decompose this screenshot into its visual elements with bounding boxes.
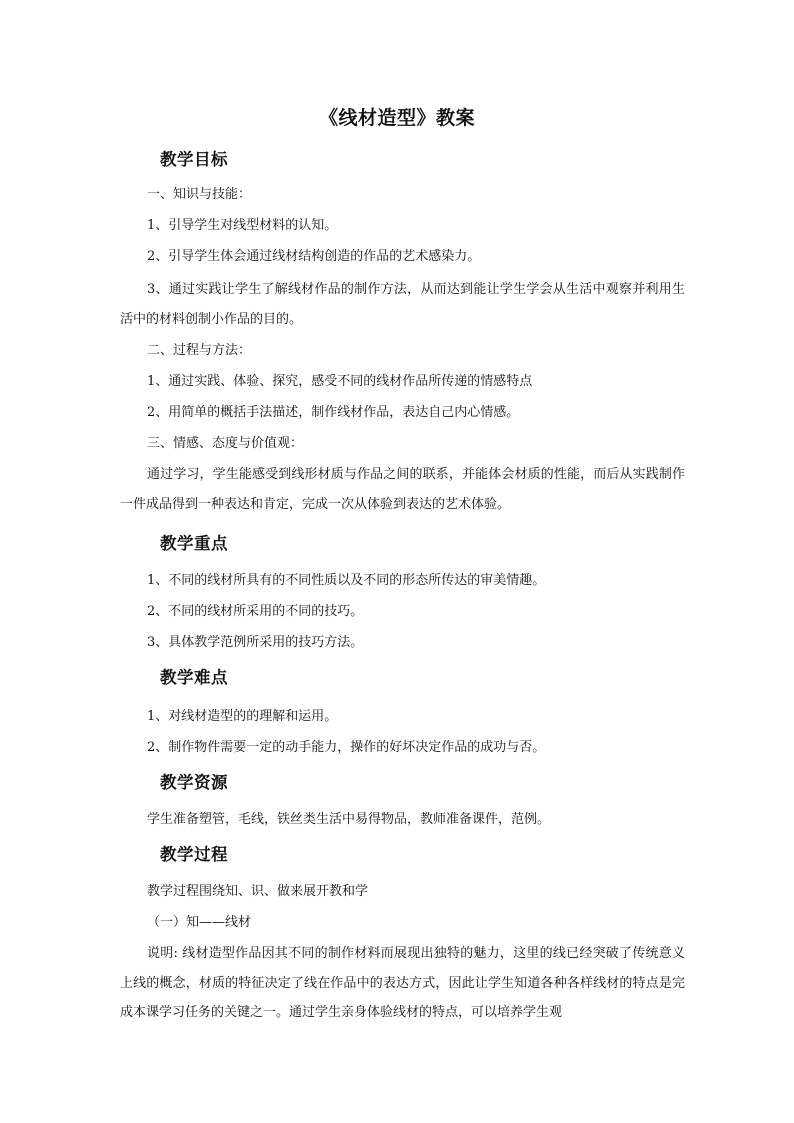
document-title: 《线材造型》教案 <box>318 107 475 129</box>
paragraph: 3、具体教学范例所采用的技巧方法。 <box>147 635 364 650</box>
paragraph: （一）知——线材 <box>147 915 252 930</box>
paragraph: 3、通过实践让学生了解线材作品的制作方法，从而达到能让学生学会从生活中观察并利用生活中的材料创制小作品的目的。 <box>120 282 685 327</box>
paragraph: 2、不同的线材所采用的不同的技巧。 <box>147 604 364 619</box>
paragraph: 1、引导学生对线型材料的认知。 <box>147 218 338 233</box>
paragraph: 1、通过实践、体验、探究，感受不同的线材作品所传递的情感特点 <box>147 374 533 389</box>
section-heading-objectives: 教学目标 <box>160 150 228 169</box>
paragraph: 二、过程与方法： <box>147 343 252 358</box>
paragraph: 三、情感、态度与价值观： <box>147 436 304 451</box>
paragraph: 通过学习，学生能感受到线形材质与作品之间的联系，并能体会材质的性能，而后从实践制作一件成品得到一种表达和肯定，完成一次从体验到表达的艺术体验。 <box>120 467 685 512</box>
paragraph: 说明: 线材造型作品因其不同的制作材料而展现出独特的魅力，这里的线已经突破了传统意义上线的概念，材质的特征决定了线在作品中的表达方式，因此让学生知道各种各样线材的特点是完成本课学习任务的关键之一。通过学生亲身体验线材的特点，可以培养学生观 <box>120 946 685 1020</box>
paragraph: 学生准备塑管，毛线，铁丝类生活中易得物品，教师准备课件，范例。 <box>147 812 551 827</box>
section-heading-process: 教学过程 <box>160 845 228 864</box>
paragraph: 1、不同的线材所具有的不同性质以及不同的形态所传达的审美情趣。 <box>147 573 546 588</box>
section-heading-difficulties: 教学难点 <box>160 668 228 687</box>
paragraph: 教学过程围绕知、识、做来展开教和学 <box>147 884 369 899</box>
paragraph: 2、用简单的概括手法描述，制作线材作品，表达自己内心情感。 <box>147 405 520 420</box>
paragraph: 1、对线材造型的的理解和运用。 <box>147 709 338 724</box>
section-heading-resources: 教学资源 <box>160 773 228 792</box>
paragraph: 2、制作物件需要一定的动手能力，操作的好坏决定作品的成功与否。 <box>147 740 546 755</box>
section-heading-keypoints: 教学重点 <box>160 534 228 553</box>
paragraph: 一、知识与技能： <box>147 187 252 202</box>
paragraph: 2、引导学生体会通过线材结构创造的作品的艺术感染力。 <box>147 249 481 264</box>
